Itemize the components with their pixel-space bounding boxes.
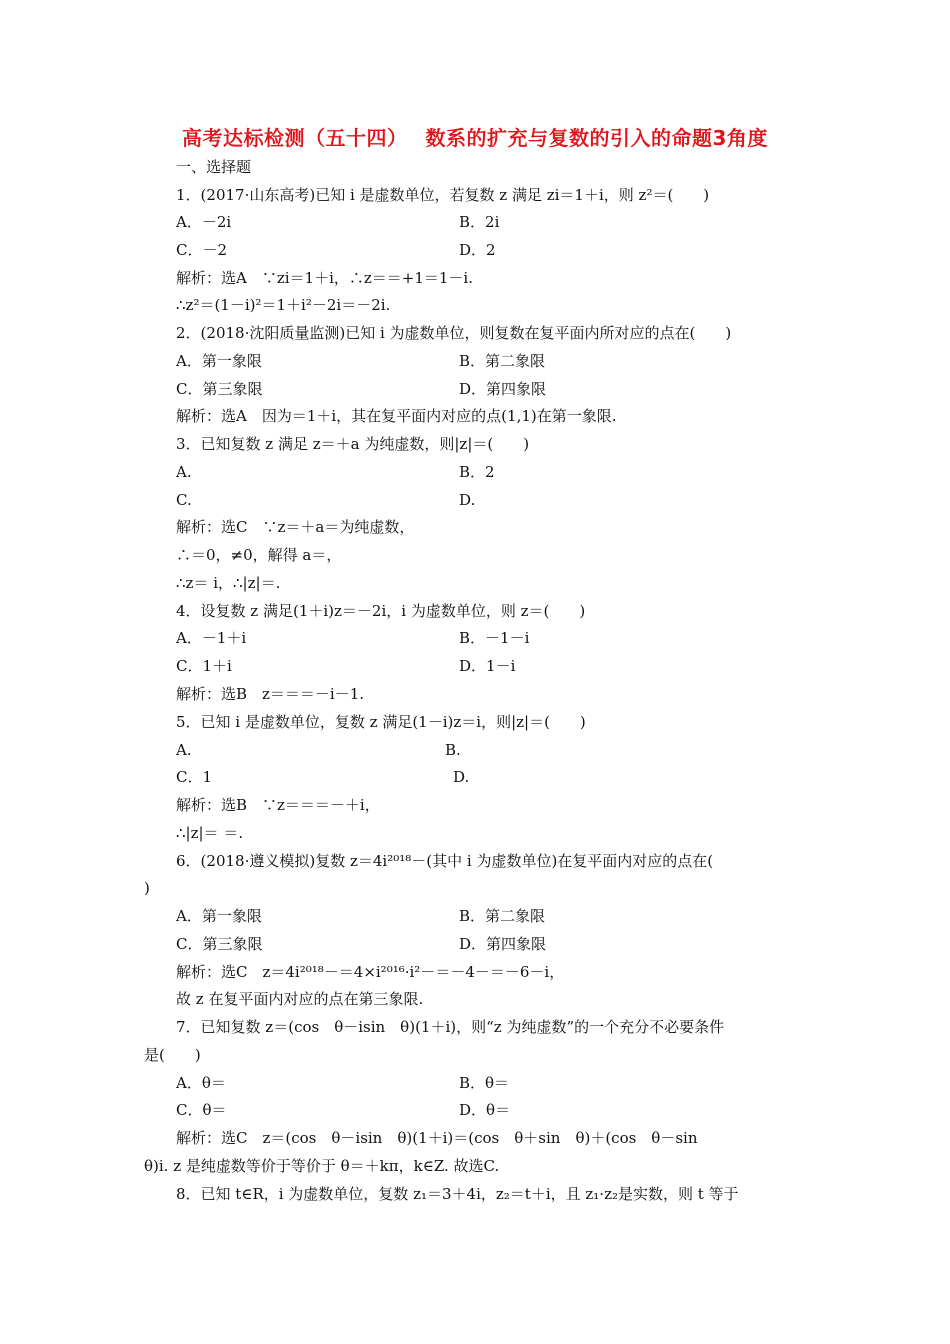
q3-solution-line-3: ∴z＝ i，∴|z|＝. xyxy=(176,574,281,592)
q1-option-d: D．2 xyxy=(459,241,496,259)
q2-option-b: B．第二象限 xyxy=(459,352,546,370)
question-4-stem: 4．设复数 z 满足(1＋i)z＝－2i，i 为虚数单位，则 z＝( ) xyxy=(176,602,586,620)
question-2-stem: 2．(2018·沈阳质量监测)已知 i 为虚数单位，则复数在复平面内所对应的点在( ) xyxy=(176,324,732,342)
page-title: 高考达标检测（五十四） 数系的扩充与复数的引入的命题3角度 xyxy=(182,126,768,150)
question-7-stem: 7．已知复数 z＝(cos θ－isin θ)(1＋i)，则“z 为纯虚数”的一个充分不必要条件 xyxy=(176,1018,725,1036)
q6-option-b: B．第二象限 xyxy=(459,907,546,925)
q2-option-a: A．第一象限 xyxy=(176,352,262,370)
q2-option-c: C．第三象限 xyxy=(176,380,263,398)
q4-option-c: C．1＋i xyxy=(176,657,232,675)
q6-solution-line-2: 故 z 在复平面内对应的点在第三象限. xyxy=(176,990,424,1008)
q5-option-c: C．1 xyxy=(176,768,213,786)
q1-option-c: C．－2 xyxy=(176,241,228,259)
q1-solution-line-2: ∴z²＝(1－i)²＝1＋i²－2i＝－2i. xyxy=(176,296,391,314)
question-8-stem: 8．已知 t∈R，i 为虚数单位，复数 z₁＝3＋4i，z₂＝t＋i，且 z₁·z₂是实数，则 t 等于 xyxy=(176,1185,739,1203)
q3-option-d: D. xyxy=(459,491,476,509)
q1-option-a: A．－2i xyxy=(176,213,232,231)
question-6-stem-cont: ) xyxy=(144,879,150,897)
q5-option-d: D. xyxy=(453,768,470,786)
q5-option-b: B. xyxy=(445,741,461,759)
q4-solution-line-1: 解析：选B z＝＝＝－i－1. xyxy=(176,685,365,703)
q7-option-a: A．θ＝ xyxy=(176,1074,226,1092)
q7-option-c: C．θ＝ xyxy=(176,1101,227,1119)
q6-option-d: D．第四象限 xyxy=(459,935,547,953)
q5-solution-line-1: 解析：选B ∵z＝＝＝－＋i， xyxy=(176,796,380,814)
q5-option-a: A. xyxy=(176,741,192,759)
q7-option-b: B．θ＝ xyxy=(459,1074,510,1092)
q6-option-c: C．第三象限 xyxy=(176,935,263,953)
q3-solution-line-2: ∴＝0，≠0，解得 a＝， xyxy=(176,546,342,564)
question-7-stem-cont: 是( ) xyxy=(144,1046,201,1064)
question-6-stem: 6．(2018·遵义模拟)复数 z＝4i²⁰¹⁸－(其中 i 为虚数单位)在复平面内对应的点在( xyxy=(176,852,714,870)
q7-solution-line-2: θ)i. z 是纯虚数等价于等价于 θ＝＋kπ，k∈Z. 故选C. xyxy=(144,1157,500,1175)
question-3-stem: 3．已知复数 z 满足 z＝＋a 为纯虚数，则|z|＝( ) xyxy=(176,435,530,453)
q3-solution-line-1: 解析：选C ∵z＝＋a＝为纯虚数， xyxy=(176,518,415,536)
q1-option-b: B．2i xyxy=(459,213,500,231)
q3-option-c: C. xyxy=(176,491,192,509)
q2-option-d: D．第四象限 xyxy=(459,380,547,398)
q3-option-b: B．2 xyxy=(459,463,495,481)
q6-option-a: A．第一象限 xyxy=(176,907,262,925)
q6-solution-line-1: 解析：选C z＝4i²⁰¹⁸－＝4×i²⁰¹⁶·i²－＝－4－＝－6－i， xyxy=(176,963,565,981)
q4-option-a: A．－1＋i xyxy=(176,629,247,647)
question-1-stem: 1．(2017·山东高考)已知 i 是虚数单位，若复数 z 满足 zi＝1＋i，则 z²＝( ) xyxy=(176,186,710,204)
q2-solution-line-1: 解析：选A 因为＝1＋i，其在复平面内对应的点(1,1)在第一象限. xyxy=(176,407,617,425)
q3-option-a: A. xyxy=(176,463,192,481)
q1-solution-line-1: 解析：选A ∵zi＝1＋i，∴z＝＝+1＝1－i. xyxy=(176,269,473,287)
section-heading: 一、选择题 xyxy=(176,158,252,176)
q7-solution-line-1: 解析：选C z＝(cos θ－isin θ)(1＋i)＝(cos θ＋sin θ)＋(cos θ－sin xyxy=(176,1129,698,1147)
q5-solution-line-2: ∴|z|＝ ＝. xyxy=(176,824,244,842)
q4-option-d: D．1－i xyxy=(459,657,516,675)
q4-option-b: B．－1－i xyxy=(459,629,530,647)
question-5-stem: 5．已知 i 是虚数单位，复数 z 满足(1－i)z＝i，则|z|＝( ) xyxy=(176,713,586,731)
q7-option-d: D．θ＝ xyxy=(459,1101,511,1119)
